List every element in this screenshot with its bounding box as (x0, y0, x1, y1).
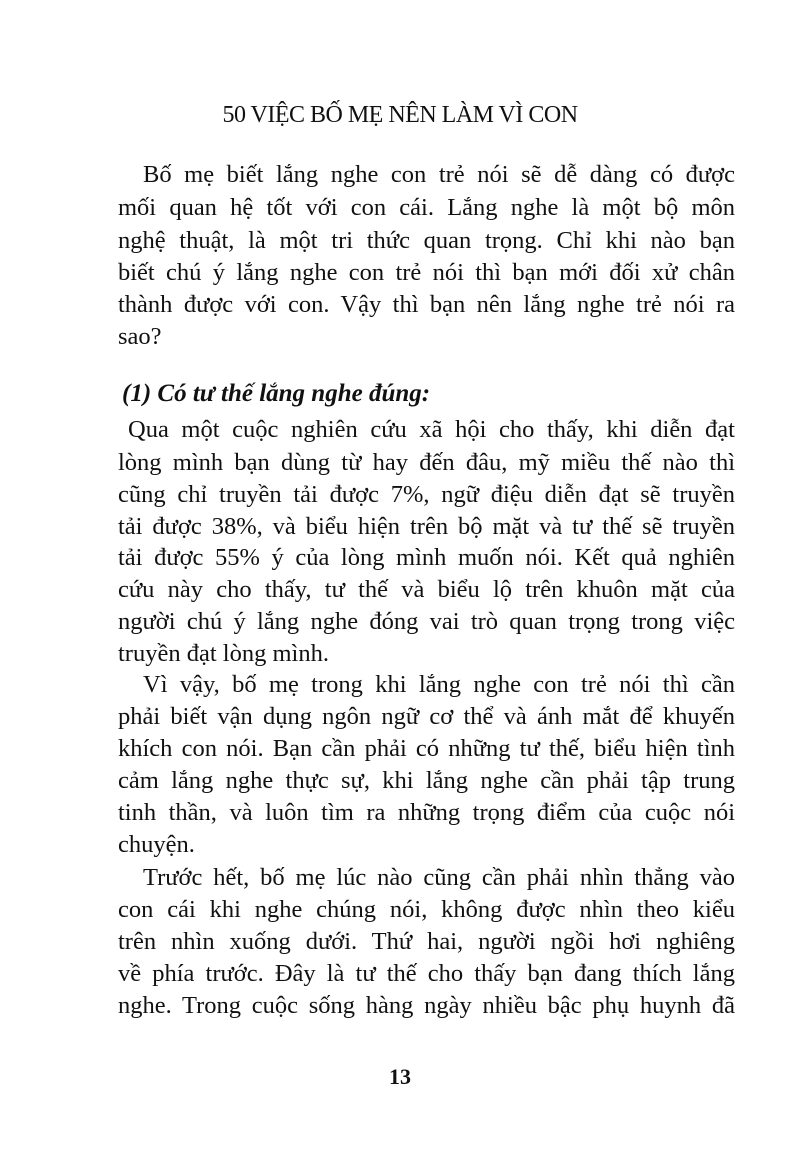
text-line: phải biết vận dụng ngôn ngữ cơ thể và ánh mắt để khuyến (118, 703, 735, 730)
text-line: trên nhìn xuống dưới. Thứ hai, người ngồi hơi nghiêng (118, 928, 735, 955)
text-line: mối quan hệ tốt với con cái. Lắng nghe là một bộ môn (118, 194, 735, 221)
text-line: tải được 38%, và biểu hiện trên bộ mặt và tư thế sẽ truyền (118, 513, 735, 540)
text-line: khích con nói. Bạn cần phải có những tư thế, biểu hiện tình (118, 735, 735, 762)
text-line: sao? (118, 323, 162, 350)
text-line: chuyện. (118, 831, 195, 858)
section-heading: (1) Có tư thế lắng nghe đúng: (122, 380, 431, 407)
text-line: nghe. Trong cuộc sống hàng ngày nhiều bậc phụ huynh đã (118, 992, 735, 1019)
text-line: Vì vậy, bố mẹ trong khi lắng nghe con trẻ nói thì cần (143, 671, 735, 698)
text-line: về phía trước. Đây là tư thế cho thấy bạn đang thích lắng (118, 960, 735, 987)
text-line: thành được với con. Vậy thì bạn nên lắng nghe trẻ nói ra (118, 291, 735, 318)
text-line: Trước hết, bố mẹ lúc nào cũng cần phải nhìn thẳng vào (143, 864, 735, 891)
text-line: con cái khi nghe chúng nói, không được nhìn theo kiểu (118, 896, 735, 923)
text-line: cứu này cho thấy, tư thế và biểu lộ trên khuôn mặt của (118, 576, 735, 603)
text-line: tinh thần, và luôn tìm ra những trọng điểm của cuộc nói (118, 799, 735, 826)
page-number: 13 (389, 1064, 411, 1089)
text-line: cảm lắng nghe thực sự, khi lắng nghe cần phải tập trung (118, 767, 735, 794)
text-line: truyền đạt lòng mình. (118, 640, 329, 667)
text-line: nghệ thuật, là một tri thức quan trọng. Chỉ khi nào bạn (118, 227, 735, 254)
text-line: biết chú ý lắng nghe con trẻ nói thì bạn mới đối xử chân (118, 259, 735, 286)
text-line: lòng mình bạn dùng từ hay đến đâu, mỹ miều thế nào thì (118, 449, 735, 476)
text-line: tải được 55% ý của lòng mình muốn nói. Kết quả nghiên (118, 544, 735, 571)
text-line: Qua một cuộc nghiên cứu xã hội cho thấy, khi diễn đạt (128, 416, 735, 443)
text-line: cũng chỉ truyền tải được 7%, ngữ điệu diễn đạt sẽ truyền (118, 481, 735, 508)
text-line: Bố mẹ biết lắng nghe con trẻ nói sẽ dễ dàng có được (143, 161, 735, 188)
text-line: người chú ý lắng nghe đóng vai trò quan trọng trong việc (118, 608, 735, 635)
running-header: 50 VIỆC BỐ MẸ NÊN LÀM VÌ CON (222, 102, 578, 128)
